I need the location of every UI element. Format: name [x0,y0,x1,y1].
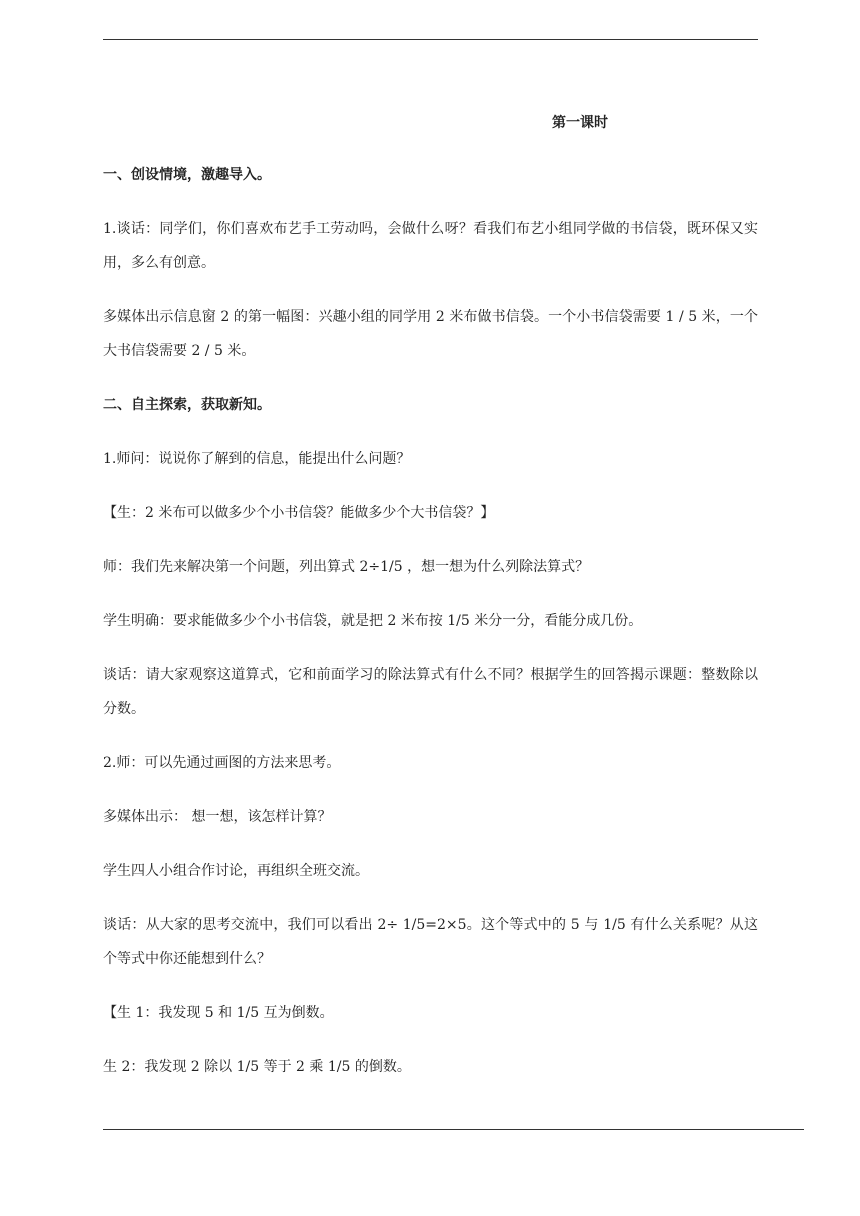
section2-paragraph-2: 【生：2 米布可以做多少个小书信袋？能做多少个大书信袋？】 [103,505,495,521]
lesson-title: 第一课时 [552,115,608,131]
section2-paragraph-8: 学生四人小组合作讨论，再组织全班交流。 [103,863,369,879]
header-rule [103,39,758,40]
section1-paragraph-1: 1.谈话：同学们，你们喜欢布艺手工劳动吗，会做什么呀？看我们布艺小组同学做的书信袋，既环保又实用，多么有创意。 [103,221,758,271]
section2-paragraph-7: 多媒体出示： 想一想，该怎样计算？ [103,809,332,825]
section2-paragraph-10: 【生 1：我发现 5 和 1/5 互为倒数。 [103,1005,334,1021]
section2-paragraph-3: 师：我们先来解决第一个问题，列出算式 2÷1/5 ，想一想为什么列除法算式？ [103,559,590,575]
section1-paragraph-2: 多媒体出示信息窗 2 的第一幅图：兴趣小组的同学用 2 米布做书信袋。一个小书信袋需要 1 / 5 米，一个大书信袋需要 2 / 5 米。 [103,309,758,359]
section2-paragraph-4: 学生明确：要求能做多少个小书信袋，就是把 2 米布按 1/5 米分一分，看能分成几份。 [103,613,643,629]
section2-paragraph-9: 谈话：从大家的思考交流中，我们可以看出 2÷ 1/5=2×5。这个等式中的 5 与 1/5 有什么关系呢？从这个等式中你还能想到什么？ [103,917,758,967]
footer-rule [103,1129,804,1130]
section2-paragraph-5: 谈话：请大家观察这道算式，它和前面学习的除法算式有什么不同？根据学生的回答揭示课题：整数除以分数。 [103,667,758,717]
section1-heading: 一、创设情境，激趣导入。 [103,167,271,183]
section2-heading: 二、自主探索，获取新知。 [103,397,271,413]
section2-paragraph-1: 1.师问：说说你了解到的信息，能提出什么问题？ [103,451,411,467]
section2-paragraph-6: 2.师：可以先通过画图的方法来思考。 [103,755,341,771]
section2-paragraph-11: 生 2：我发现 2 除以 1/5 等于 2 乘 1/5 的倒数。 [103,1059,411,1075]
